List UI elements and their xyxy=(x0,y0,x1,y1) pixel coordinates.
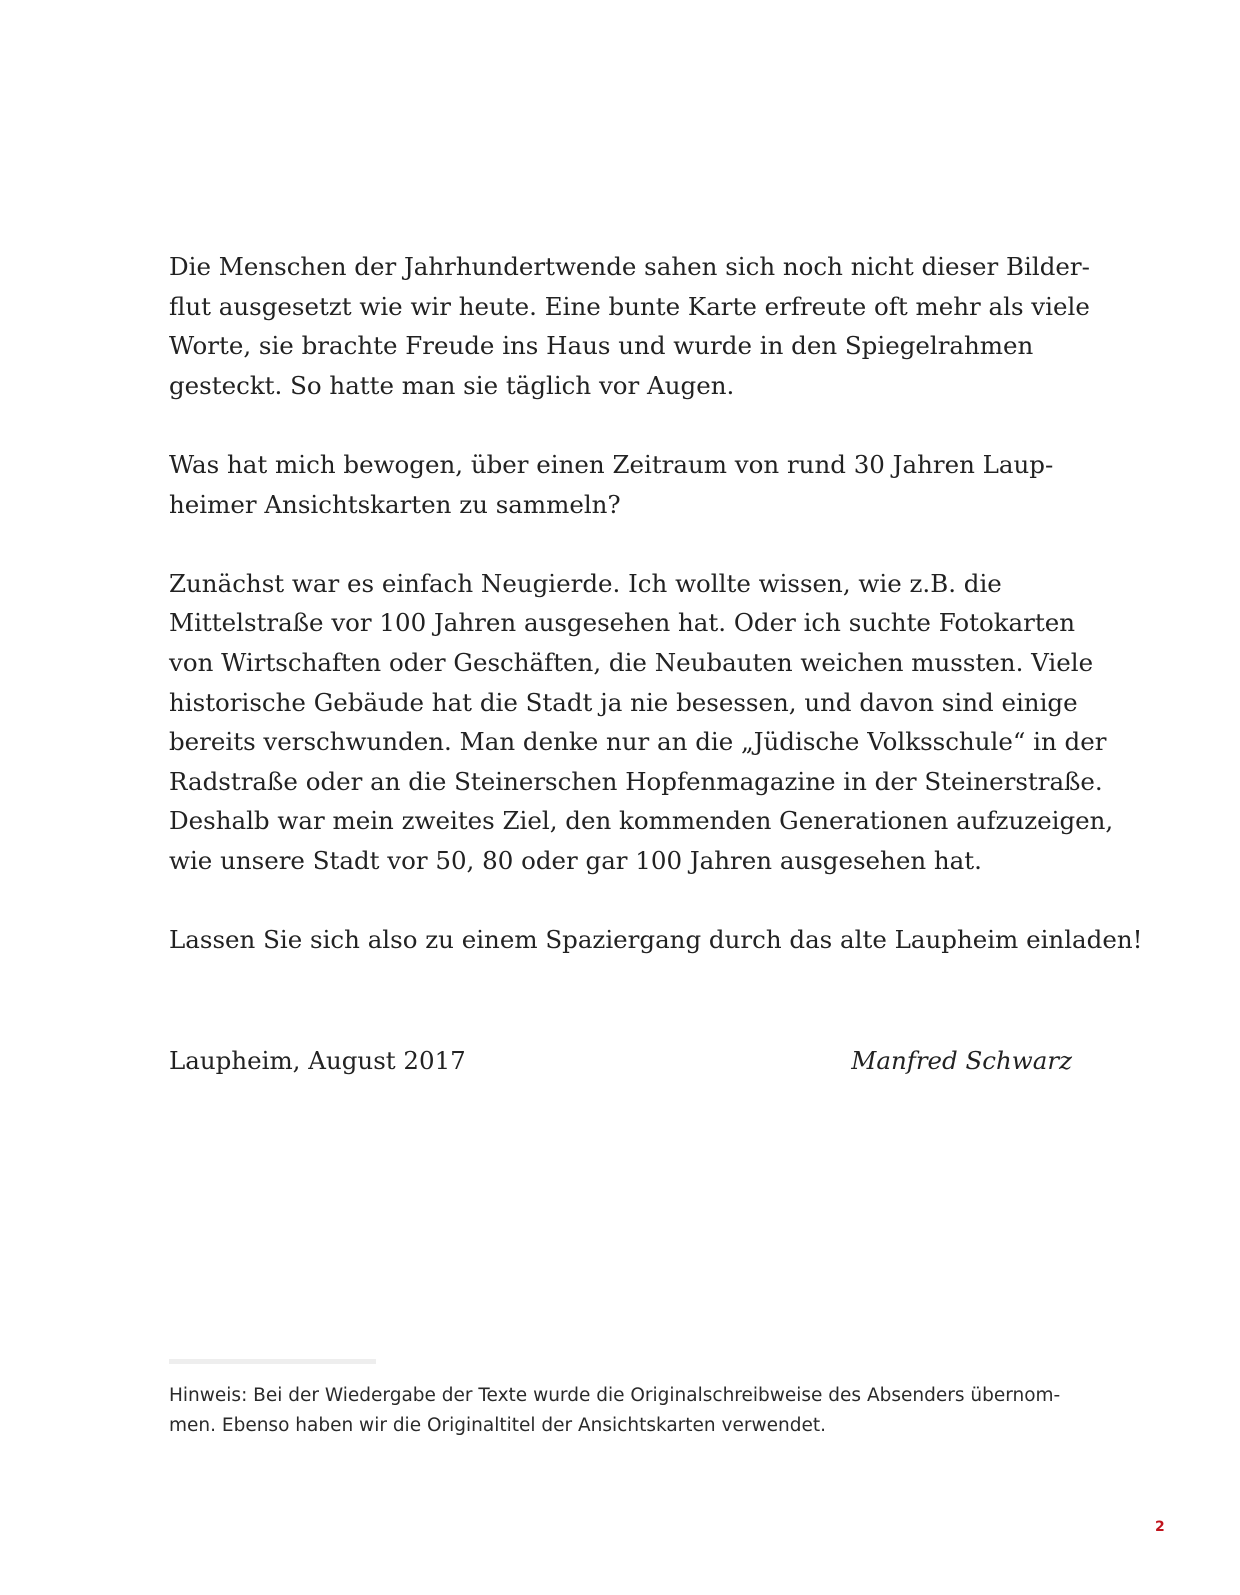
paragraph-line: Lassen Sie sich also zu einem Spaziergang durch das alte Laupheim einladen! xyxy=(169,925,1143,955)
paragraph-line: flut ausgesetzt wie wir heute. Eine bunte Karte erfreute oft mehr als viele xyxy=(169,291,1090,321)
place-date: Laupheim, August 2017 xyxy=(169,1046,466,1075)
paragraph-line: Die Menschen der Jahrhundertwende sahen sich noch nicht dieser Bilder- xyxy=(169,252,1090,281)
paragraph-line: Worte, sie brachte Freude ins Haus und wurde in den Spiegelrahmen xyxy=(169,331,1034,361)
page-number: 2 xyxy=(1155,1519,1165,1535)
paragraph-line: wie unsere Stadt vor 50, 80 oder gar 100 Jahren ausgesehen hat. xyxy=(169,845,982,875)
footnote xyxy=(169,1381,1079,1440)
paragraph-3 xyxy=(169,564,1114,881)
paragraph-4 xyxy=(169,920,1143,960)
signature-row xyxy=(169,1041,1072,1081)
paragraph-line: Radstraße oder an die Steinerschen Hopfenmagazine in der Steinerstraße. xyxy=(169,766,1103,796)
paragraph-line: Zunächst war es einfach Neugierde. Ich wollte wissen, wie z.B. die xyxy=(169,568,1002,598)
paragraph-line: Deshalb war mein zweites Ziel, den kommenden Generationen aufzuzeigen, xyxy=(169,806,1114,836)
footnote-line: Hinweis: Bei der Wiedergabe der Texte wurde die Originalschreibweise des Absenders übernom- xyxy=(169,1385,1061,1406)
foreword-body xyxy=(169,247,1143,999)
paragraph-2 xyxy=(169,445,1089,524)
paragraph-line: Mittelstraße vor 100 Jahren ausgesehen hat. Oder ich suchte Fotokarten xyxy=(169,608,1075,638)
author-name: Manfred Schwarz xyxy=(851,1046,1072,1075)
paragraph-line: Was hat mich bewogen, über einen Zeitraum von rund 30 Jahren Laup- xyxy=(169,449,1054,479)
paragraph-line: heimer Ansichtskarten zu sammeln? xyxy=(169,489,621,519)
paragraph-1 xyxy=(169,247,1089,405)
footnote-divider xyxy=(169,1359,376,1364)
footnote-line: men. Ebenso haben wir die Originaltitel der Ansichtskarten verwendet. xyxy=(169,1414,826,1436)
paragraph-line: von Wirtschaften oder Geschäften, die Neubauten weichen mussten. Viele xyxy=(169,647,1094,677)
paragraph-line: bereits verschwunden. Man denke nur an die „Jüdische Volksschule“ in der xyxy=(169,727,1107,757)
paragraph-line: historische Gebäude hat die Stadt ja nie besessen, und davon sind einige xyxy=(169,687,1078,717)
paragraph-line: gesteckt. So hatte man sie täglich vor Augen. xyxy=(169,370,735,400)
